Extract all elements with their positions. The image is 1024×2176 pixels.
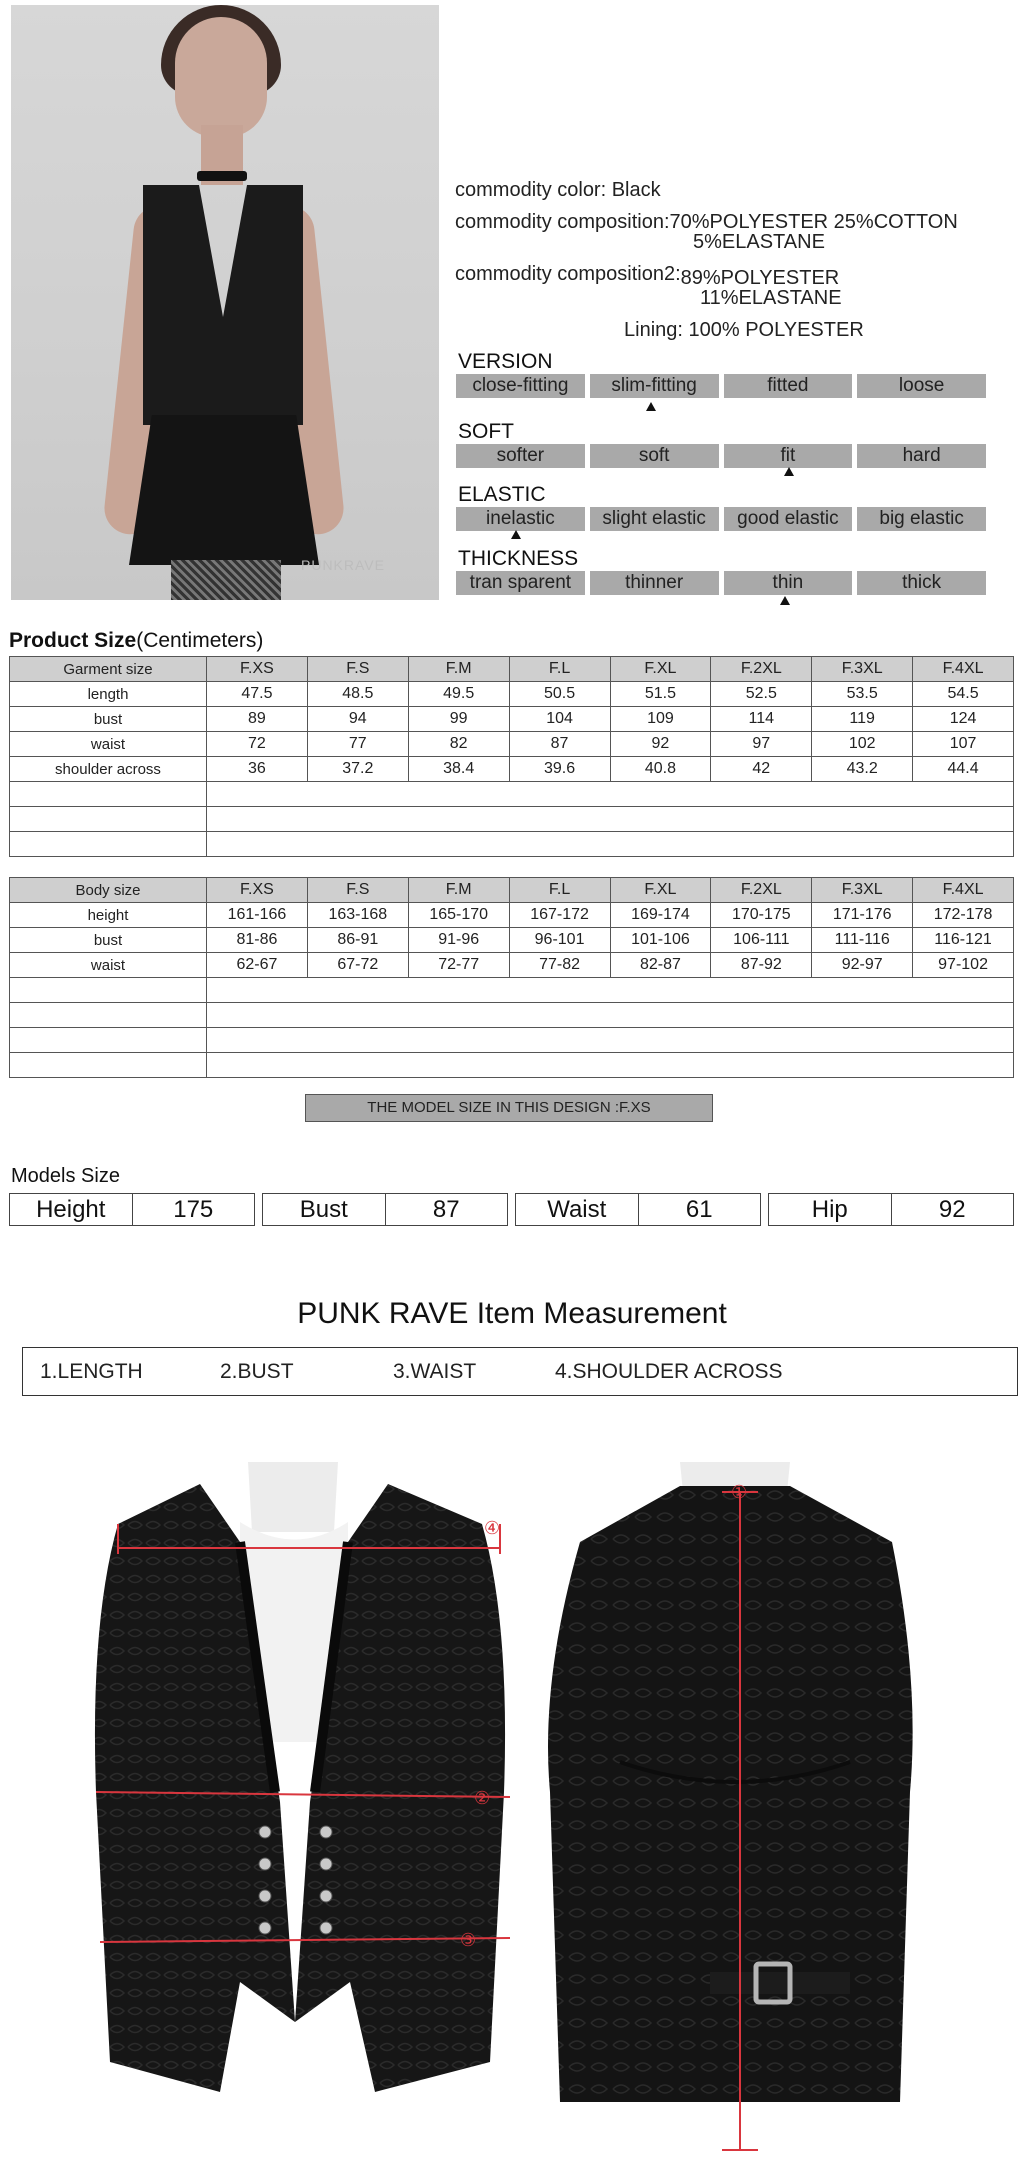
table-empty-row <box>10 978 1014 1003</box>
scale-version-option: slim-fitting <box>590 374 719 398</box>
vest-button-icon <box>259 1826 271 1838</box>
scale-thickness-option: thick <box>857 571 986 595</box>
table-header-cell: F.2XL <box>711 878 812 903</box>
table-header-cell: F.XS <box>207 657 308 682</box>
table-cell: 97 <box>711 732 812 757</box>
models-size-title: Models Size <box>11 1165 120 1187</box>
scale-version-options <box>456 374 986 398</box>
table-cell: 114 <box>711 707 812 732</box>
measurement-item-length: 1.LENGTH <box>40 1360 143 1383</box>
table-cell: 54.5 <box>913 682 1014 707</box>
vest-button-icon <box>320 1858 332 1870</box>
vest-back-diagram <box>500 1462 970 2162</box>
table-cell: 40.8 <box>610 757 711 782</box>
lining-line <box>624 320 864 340</box>
table-empty-cell <box>207 1053 1014 1078</box>
table-header-cell: Garment size <box>10 657 207 682</box>
body-size-table <box>9 877 1014 1078</box>
table-cell: 101-106 <box>610 928 711 953</box>
scale-elastic-marker-icon <box>511 530 521 539</box>
table-empty-row <box>10 832 1014 857</box>
model-height-group <box>9 1193 255 1226</box>
table-cell: 77-82 <box>509 953 610 978</box>
table-row <box>10 928 1014 953</box>
table-cell: 116-121 <box>913 928 1014 953</box>
table-cell: 77 <box>307 732 408 757</box>
scale-elastic-option: slight elastic <box>590 507 719 531</box>
table-row-label: length <box>10 682 207 707</box>
scale-soft-option: soft <box>590 444 719 468</box>
table-cell: 37.2 <box>307 757 408 782</box>
model-bust-label: Bust <box>299 1196 348 1223</box>
table-row-label: height <box>10 903 207 928</box>
measurement-title: PUNK RAVE Item Measurement <box>297 1297 727 1330</box>
table-cell: 38.4 <box>408 757 509 782</box>
table-cell: 48.5 <box>307 682 408 707</box>
table-cell: 106-111 <box>711 928 812 953</box>
length-marker: ① <box>731 1482 748 1503</box>
scale-thickness-marker-icon <box>780 596 790 605</box>
table-cell: 165-170 <box>408 903 509 928</box>
table-cell: 87-92 <box>711 953 812 978</box>
table-cell: 62-67 <box>207 953 308 978</box>
measurement-item-waist: 3.WAIST <box>393 1360 477 1383</box>
table-cell: 43.2 <box>812 757 913 782</box>
model-stockings <box>171 560 281 600</box>
table-cell: 50.5 <box>509 682 610 707</box>
table-cell: 72-77 <box>408 953 509 978</box>
vest-button-icon <box>259 1922 271 1934</box>
table-cell: 104 <box>509 707 610 732</box>
table-row-label: shoulder across <box>10 757 207 782</box>
table-cell: 39.6 <box>509 757 610 782</box>
model-hip-group <box>768 1193 1014 1226</box>
table-cell: 51.5 <box>610 682 711 707</box>
model-photo <box>11 5 439 600</box>
table-cell: 124 <box>913 707 1014 732</box>
scale-elastic-option: good elastic <box>724 507 853 531</box>
table-cell: 169-174 <box>610 903 711 928</box>
table-header-cell: F.2XL <box>711 657 812 682</box>
vest-back-body <box>548 1486 913 2102</box>
scale-version-marker-icon <box>646 402 656 411</box>
table-empty-cell <box>10 1028 207 1053</box>
table-cell: 167-172 <box>509 903 610 928</box>
model-height-label: Height <box>36 1196 106 1223</box>
table-cell: 49.5 <box>408 682 509 707</box>
table-header-cell: F.S <box>307 657 408 682</box>
vest-button-icon <box>259 1858 271 1870</box>
table-header-cell: F.L <box>509 657 610 682</box>
table-empty-cell <box>10 782 207 807</box>
model-skirt <box>129 415 319 565</box>
table-row <box>10 757 1014 782</box>
table-header-cell: F.S <box>307 878 408 903</box>
table-header-cell: F.L <box>509 878 610 903</box>
table-header-cell: F.XL <box>610 657 711 682</box>
table-row-label: bust <box>10 928 207 953</box>
measurement-legend <box>22 1347 1018 1396</box>
scale-soft-option: hard <box>857 444 986 468</box>
table-header-row <box>10 878 1014 903</box>
scale-soft-options <box>456 444 986 468</box>
scale-elastic-option: big elastic <box>857 507 986 531</box>
table-row <box>10 732 1014 757</box>
table-row-label: bust <box>10 707 207 732</box>
table-cell: 96-101 <box>509 928 610 953</box>
vest-button-icon <box>320 1922 332 1934</box>
measurement-item-shoulder: 4.SHOULDER ACROSS <box>555 1360 783 1383</box>
table-cell: 36 <box>207 757 308 782</box>
model-height-value: 175 <box>132 1194 255 1225</box>
mannequin-neck <box>248 1462 338 1532</box>
model-waist-label: Waist <box>547 1196 607 1223</box>
table-empty-cell <box>10 807 207 832</box>
table-cell: 91-96 <box>408 928 509 953</box>
commodity-composition2-value-1: 89%POLYESTER <box>680 267 840 289</box>
commodity-composition2-value-2: 11%ELASTANE <box>700 287 842 309</box>
table-empty-row <box>10 1003 1014 1028</box>
commodity-composition-label: commodity composition: <box>455 211 670 233</box>
garment-size-table <box>9 656 1014 857</box>
table-empty-cell <box>10 1003 207 1028</box>
commodity-composition-value-2: 5%ELASTANE <box>693 231 825 253</box>
model-choker <box>197 171 247 181</box>
table-empty-row <box>10 1053 1014 1078</box>
bust-marker: ② <box>474 1788 491 1809</box>
scale-version-option: fitted <box>724 374 853 398</box>
table-header-cell: F.3XL <box>812 878 913 903</box>
table-empty-cell <box>207 1003 1014 1028</box>
model-waist-value: 61 <box>638 1194 761 1225</box>
table-header-cell: F.M <box>408 878 509 903</box>
table-cell: 109 <box>610 707 711 732</box>
table-empty-cell <box>207 1028 1014 1053</box>
table-cell: 99 <box>408 707 509 732</box>
commodity-color-value: Black <box>611 179 661 201</box>
table-cell: 72 <box>207 732 308 757</box>
model-hip-label: Hip <box>811 1196 848 1223</box>
scale-soft-marker-icon <box>784 467 794 476</box>
table-cell: 97-102 <box>913 953 1014 978</box>
commodity-composition-value-1: 70%POLYESTER 25%COTTON <box>669 211 958 233</box>
model-waist-group <box>515 1193 761 1226</box>
shoulder-marker: ④ <box>484 1518 501 1539</box>
table-header-cell: F.M <box>408 657 509 682</box>
table-cell: 170-175 <box>711 903 812 928</box>
table-cell: 92-97 <box>812 953 913 978</box>
table-row <box>10 953 1014 978</box>
table-empty-row <box>10 782 1014 807</box>
table-cell: 53.5 <box>812 682 913 707</box>
scale-soft-option: fit <box>724 444 853 468</box>
table-cell: 52.5 <box>711 682 812 707</box>
table-row-label: waist <box>10 953 207 978</box>
model-size-banner: THE MODEL SIZE IN THIS DESIGN :F.XS <box>305 1094 713 1122</box>
scale-elastic-option: inelastic <box>456 507 585 531</box>
scale-version-option: loose <box>857 374 986 398</box>
table-cell: 67-72 <box>307 953 408 978</box>
table-header-cell: F.4XL <box>913 878 1014 903</box>
table-cell: 172-178 <box>913 903 1014 928</box>
scale-thickness-options <box>456 571 986 595</box>
model-bust-value: 87 <box>385 1194 508 1225</box>
table-cell: 86-91 <box>307 928 408 953</box>
commodity-color-line <box>455 180 661 200</box>
vest-button-icon <box>259 1890 271 1902</box>
table-cell: 163-168 <box>307 903 408 928</box>
commodity-composition-line <box>455 212 958 232</box>
table-row <box>10 682 1014 707</box>
scale-version-option: close-fitting <box>456 374 585 398</box>
table-cell: 119 <box>812 707 913 732</box>
table-header-row <box>10 657 1014 682</box>
product-size-unit: (Centimeters) <box>136 629 264 652</box>
table-cell: 111-116 <box>812 928 913 953</box>
table-empty-cell <box>10 832 207 857</box>
table-cell: 87 <box>509 732 610 757</box>
table-cell: 47.5 <box>207 682 308 707</box>
back-belt-strap <box>710 1972 850 1994</box>
vest-front-diagram <box>90 1462 510 2142</box>
models-size-row <box>9 1193 1014 1226</box>
table-empty-cell <box>207 978 1014 1003</box>
table-empty-cell <box>207 782 1014 807</box>
table-header-cell: F.3XL <box>812 657 913 682</box>
commodity-color-label: commodity color: <box>455 179 607 201</box>
scale-version-title: VERSION <box>458 350 553 373</box>
table-header-cell: F.4XL <box>913 657 1014 682</box>
table-empty-cell <box>10 978 207 1003</box>
table-header-cell: Body size <box>10 878 207 903</box>
scale-elastic-title: ELASTIC <box>458 483 546 506</box>
scale-soft-title: SOFT <box>458 420 514 443</box>
table-cell: 82 <box>408 732 509 757</box>
table-cell: 161-166 <box>207 903 308 928</box>
table-empty-cell <box>207 832 1014 857</box>
scale-thickness-option: tran sparent <box>456 571 585 595</box>
lining-label: Lining: <box>624 319 683 341</box>
table-cell: 82-87 <box>610 953 711 978</box>
table-cell: 107 <box>913 732 1014 757</box>
table-row <box>10 707 1014 732</box>
model-face <box>175 17 267 137</box>
table-empty-row <box>10 1028 1014 1053</box>
table-cell: 89 <box>207 707 308 732</box>
product-size-heading: Product Size <box>9 629 137 652</box>
commodity-composition2-label: commodity composition2: <box>455 263 681 285</box>
table-cell: 42 <box>711 757 812 782</box>
table-cell: 171-176 <box>812 903 913 928</box>
table-empty-cell <box>207 807 1014 832</box>
measurement-item-bust: 2.BUST <box>220 1360 294 1383</box>
scale-thickness-title: THICKNESS <box>458 547 579 570</box>
photo-watermark: PUNKRAVE <box>301 557 385 573</box>
table-cell: 92 <box>610 732 711 757</box>
product-size-title <box>9 628 263 654</box>
waist-marker: ③ <box>460 1930 477 1951</box>
table-cell: 44.4 <box>913 757 1014 782</box>
table-header-cell: F.XL <box>610 878 711 903</box>
commodity-composition2-line <box>455 263 840 289</box>
table-empty-row <box>10 807 1014 832</box>
model-vest <box>143 185 303 425</box>
scale-thickness-option: thinner <box>590 571 719 595</box>
model-bust-group <box>262 1193 508 1226</box>
table-row <box>10 903 1014 928</box>
table-row-label: waist <box>10 732 207 757</box>
lining-value: 100% POLYESTER <box>688 319 864 341</box>
table-cell: 81-86 <box>207 928 308 953</box>
scale-soft-option: softer <box>456 444 585 468</box>
table-header-cell: F.XS <box>207 878 308 903</box>
vest-button-icon <box>320 1890 332 1902</box>
vest-button-icon <box>320 1826 332 1838</box>
scale-elastic-options <box>456 507 986 531</box>
table-cell: 94 <box>307 707 408 732</box>
scale-thickness-option: thin <box>724 571 853 595</box>
model-hip-value: 92 <box>891 1194 1014 1225</box>
table-empty-cell <box>10 1053 207 1078</box>
table-cell: 102 <box>812 732 913 757</box>
